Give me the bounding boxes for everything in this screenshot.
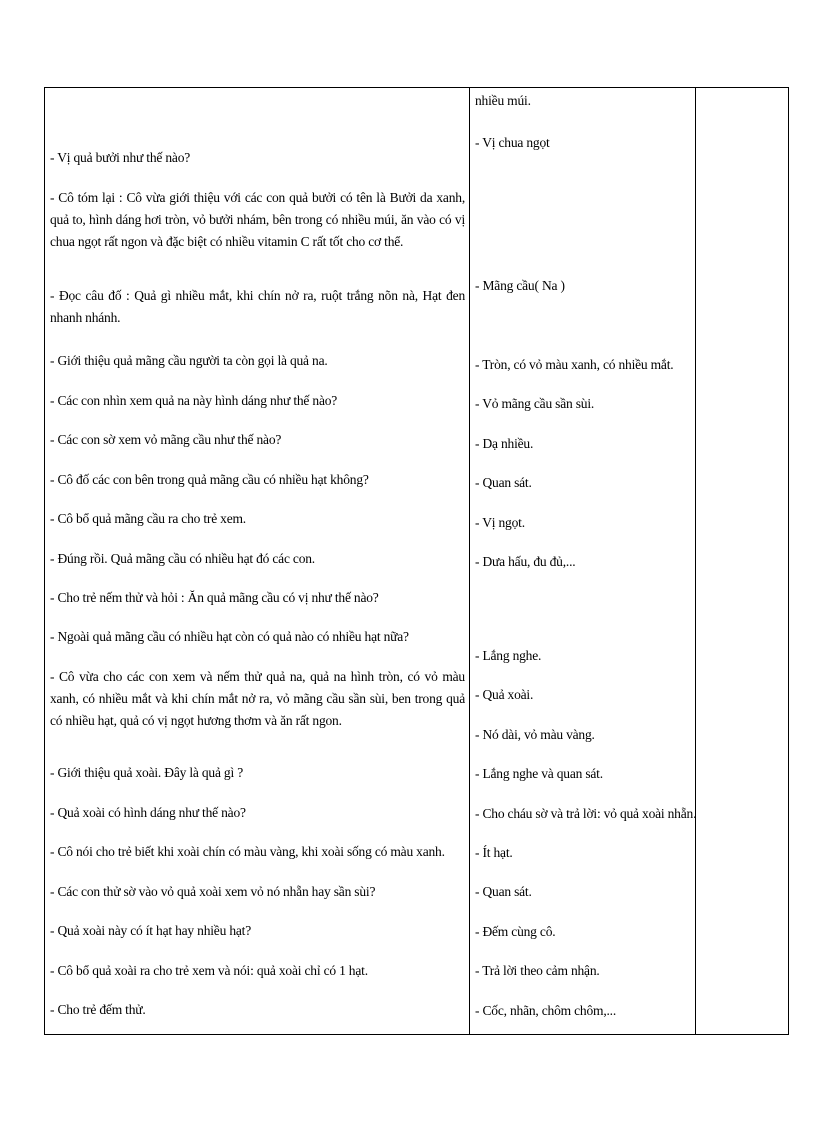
- teacher-line: - Cô tóm lại : Cô vừa giới thiệu với các con quả bưởi có tên là Bưởi da xanh, quả to, hình dáng hơi tròn, vỏ bưởi nhám, bên trong có nhiều múi, ăn vào có vị chua ngọt rất ngon và đặc biệt có nhiều vitamin C rất tốt cho cơ thể.: [50, 190, 465, 249]
- teacher-line: - Vị quả bưởi như thế nào?: [50, 150, 191, 165]
- response-line: - Lắng nghe.: [475, 648, 542, 663]
- response-line: - Lắng nghe và quan sát.: [475, 766, 603, 781]
- response-line: - Tròn, có vỏ màu xanh, có nhiều mắt.: [475, 357, 674, 372]
- column-divider-1: [469, 88, 470, 1034]
- response-line: - Cho cháu sờ và trả lời: vỏ quả xoài nhẵn.: [475, 806, 697, 821]
- teacher-line: - Cô nói cho trẻ biết khi xoài chín có màu vàng, khi xoài sống có màu xanh.: [50, 844, 445, 859]
- teacher-line: - Các con thử sờ vào vỏ quả xoài xem vỏ nó nhẵn hay sần sùi?: [50, 884, 376, 899]
- teacher-line: - Các con nhìn xem quả na này hình dáng như thế nào?: [50, 393, 338, 408]
- teacher-line: - Cô đố các con bên trong quả mãng cầu có nhiều hạt không?: [50, 472, 369, 487]
- response-line: - Dạ nhiều.: [475, 436, 534, 451]
- response-line: - Trả lời theo cảm nhận.: [475, 963, 600, 978]
- response-line: - Ít hạt.: [475, 845, 513, 860]
- response-line: - Quan sát.: [475, 884, 532, 899]
- response-line: nhiều múi.: [475, 93, 531, 108]
- teacher-line: - Các con sờ xem vỏ mãng cầu như thế nào?: [50, 432, 282, 447]
- response-line: - Cốc, nhãn, chôm chôm,...: [475, 1003, 617, 1018]
- response-line: - Mãng cầu( Na ): [475, 278, 565, 293]
- response-line: - Vị chua ngọt: [475, 135, 550, 150]
- response-line: - Vỏ mãng cầu sần sùi.: [475, 396, 595, 411]
- teacher-line: - Cô bổ quả mãng cầu ra cho trẻ xem.: [50, 511, 246, 526]
- teacher-line: - Đúng rồi. Quả mãng cầu có nhiều hạt đó các con.: [50, 551, 315, 566]
- teacher-line: - Giới thiệu quả mãng cầu người ta còn gọi là quả na.: [50, 353, 328, 368]
- teacher-line: - Cô vừa cho các con xem và nếm thử quả na, quả na hình tròn, có vỏ màu xanh, có nhiều mắt và khi chín mắt nở ra, vỏ mãng cầu sần sùi, ben trong quả có nhiều hạt, quả có vị ngọt hương thơm và ăn rất ngon.: [50, 669, 465, 728]
- teacher-line: - Cho trẻ đếm thử.: [50, 1002, 146, 1017]
- response-line: - Đếm cùng cô.: [475, 924, 556, 939]
- teacher-line: - Cho trẻ nếm thử và hỏi : Ăn quả mãng cầu có vị như thế nào?: [50, 590, 379, 605]
- notes-column: [697, 88, 788, 1034]
- teacher-line: - Đọc câu đố : Quả gì nhiều mắt, khi chín nở ra, ruột trắng nõn nà, Hạt đen nhanh nhánh.: [50, 288, 465, 325]
- response-line: - Vị ngọt.: [475, 515, 525, 530]
- response-line: - Dưa hấu, đu đủ,...: [475, 554, 576, 569]
- column-divider-2: [695, 88, 696, 1034]
- teacher-line: - Ngoài quả mãng cầu có nhiều hạt còn có quả nào có nhiều hạt nữa?: [50, 629, 409, 644]
- response-line: - Quan sát.: [475, 475, 532, 490]
- response-line: - Nó dài, vỏ màu vàng.: [475, 727, 595, 742]
- teacher-line: - Quả xoài có hình dáng như thế nào?: [50, 805, 246, 820]
- teacher-line: - Giới thiệu quả xoài. Đây là quả gì ?: [50, 765, 243, 780]
- activity-table: [44, 87, 789, 1035]
- teacher-line: - Cô bổ quả xoài ra cho trẻ xem và nói: quả xoài chỉ có 1 hạt.: [50, 963, 368, 978]
- response-line: - Quả xoài.: [475, 687, 534, 702]
- teacher-line: - Quả xoài này có ít hạt hay nhiều hạt?: [50, 923, 252, 938]
